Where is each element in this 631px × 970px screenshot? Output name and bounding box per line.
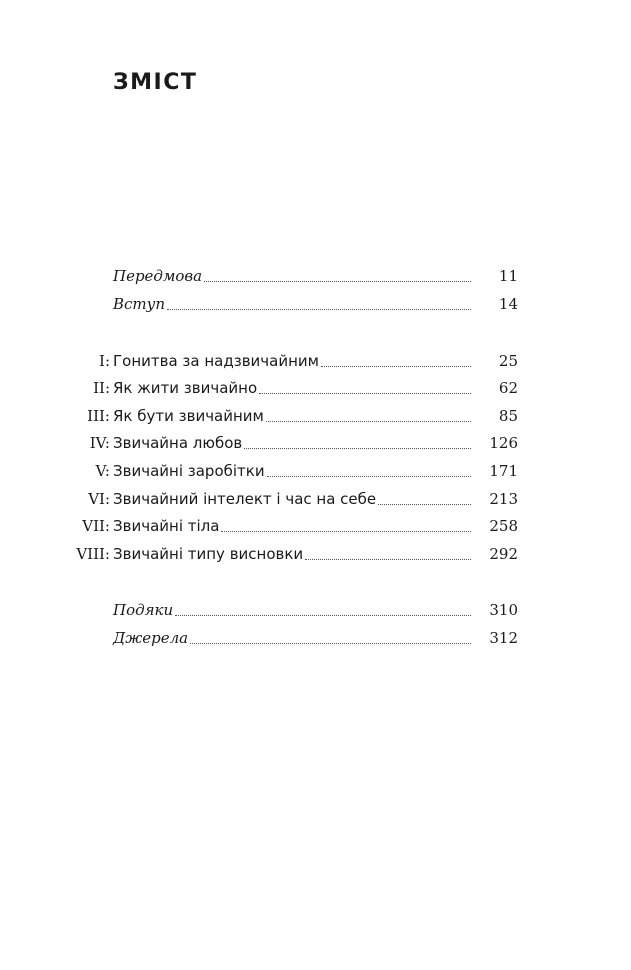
toc-row-chapter-2[interactable] bbox=[0, 376, 631, 400]
toc-page-number: 85 bbox=[498, 407, 518, 425]
toc-row-chapter-3[interactable] bbox=[0, 404, 631, 428]
toc-row-sources[interactable] bbox=[0, 626, 631, 650]
toc-page-number: 14 bbox=[498, 295, 518, 313]
chapter-number: VI: bbox=[88, 490, 110, 508]
dot-leader bbox=[190, 637, 471, 644]
page-title: ЗМІСТ bbox=[113, 70, 198, 95]
chapter-number: I: bbox=[99, 352, 110, 370]
toc-page-number: 213 bbox=[489, 490, 518, 508]
toc-entry-label: Звичайна любов bbox=[113, 434, 243, 452]
chapter-number: V: bbox=[95, 462, 110, 480]
toc-page-number: 292 bbox=[489, 545, 518, 563]
toc-page-number: 171 bbox=[489, 462, 518, 480]
toc-entry-label: Джерела bbox=[113, 629, 189, 647]
chapter-number: VII: bbox=[82, 517, 110, 535]
toc-page-number: 312 bbox=[489, 629, 518, 647]
toc-entry-label: Подяки bbox=[113, 601, 174, 619]
toc-entry-label: Звичайні типу висновки bbox=[113, 545, 304, 563]
dot-leader bbox=[221, 525, 471, 532]
toc-row-chapter-1[interactable] bbox=[0, 349, 631, 373]
toc-page-number: 126 bbox=[489, 434, 518, 452]
chapter-number: VIII: bbox=[76, 545, 110, 563]
dot-leader bbox=[266, 415, 471, 422]
toc-entry-label: Гонитва за надзвичайним bbox=[113, 352, 319, 370]
dot-leader bbox=[321, 360, 471, 367]
chapter-number: IV: bbox=[89, 434, 110, 452]
toc-page-number: 310 bbox=[489, 601, 518, 619]
toc-entry-label: Звичайні тіла bbox=[113, 517, 220, 535]
toc-entry-label: Як бути звичайним bbox=[113, 407, 264, 425]
toc-entry-label: Передмова bbox=[113, 267, 203, 285]
dot-leader bbox=[267, 470, 471, 477]
chapter-number: II: bbox=[93, 379, 110, 397]
toc-row-acknowledgements[interactable] bbox=[0, 598, 631, 622]
toc-row-intro[interactable] bbox=[0, 292, 631, 316]
toc-row-chapter-6[interactable] bbox=[0, 487, 631, 511]
toc-page-number: 11 bbox=[498, 267, 518, 285]
toc-row-chapter-8[interactable] bbox=[0, 542, 631, 566]
toc-row-chapter-4[interactable] bbox=[0, 431, 631, 455]
toc-page-number: 62 bbox=[498, 379, 518, 397]
chapter-number: III: bbox=[87, 407, 110, 425]
dot-leader bbox=[305, 553, 471, 560]
dot-leader bbox=[378, 498, 471, 505]
toc-page-number: 258 bbox=[489, 517, 518, 535]
toc-row-preface[interactable] bbox=[0, 264, 631, 288]
dot-leader bbox=[175, 609, 471, 616]
dot-leader bbox=[167, 303, 471, 310]
toc-entry-label: Звичайний інтелект і час на себе bbox=[113, 490, 377, 508]
toc-row-chapter-7[interactable] bbox=[0, 514, 631, 538]
dot-leader bbox=[204, 275, 471, 282]
toc-page-number: 25 bbox=[498, 352, 518, 370]
dot-leader bbox=[259, 387, 471, 394]
toc-entry-label: Вступ bbox=[113, 295, 166, 313]
toc-row-chapter-5[interactable] bbox=[0, 459, 631, 483]
toc-entry-label: Як жити звичайно bbox=[113, 379, 258, 397]
toc-entry-label: Звичайні заробітки bbox=[113, 462, 265, 480]
dot-leader bbox=[244, 442, 471, 449]
